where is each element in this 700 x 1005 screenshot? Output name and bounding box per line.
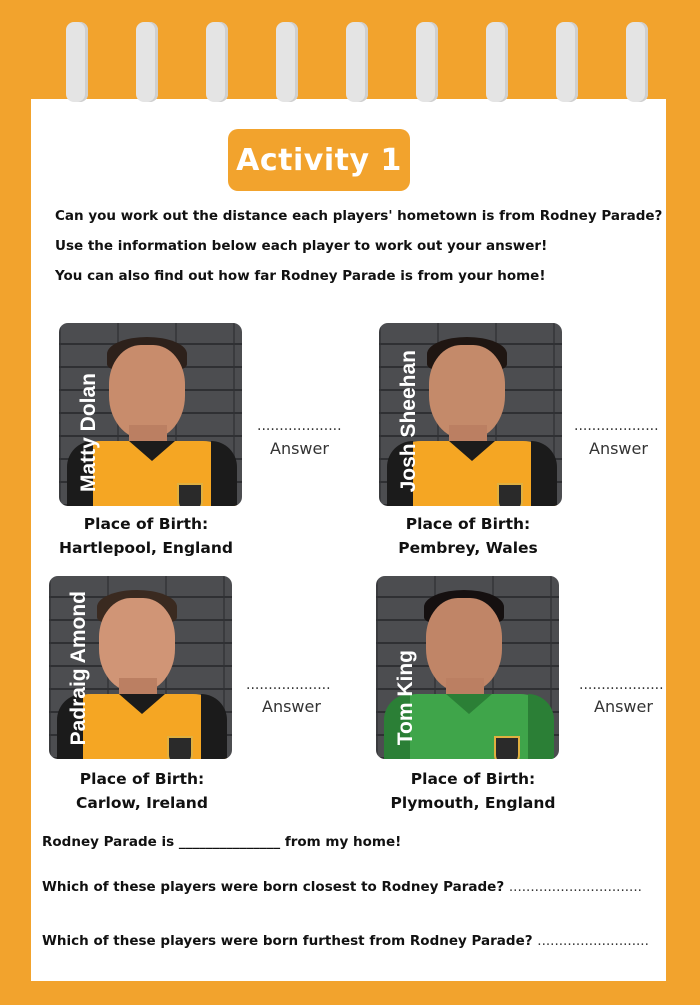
place-of-birth bbox=[45, 512, 247, 560]
answer-label: Answer bbox=[594, 697, 653, 716]
player-photo bbox=[376, 576, 559, 759]
player-name: Tom King bbox=[394, 649, 417, 745]
closest-answer-blank[interactable]: ............................... bbox=[508, 879, 642, 895]
player-name: Josh Sheehan bbox=[397, 349, 420, 492]
pob-value: Pembrey, Wales bbox=[398, 539, 538, 557]
binder-ring bbox=[66, 22, 88, 102]
intro-line: Can you work out the distance each players' hometown is from Rodney Parade? bbox=[55, 208, 663, 224]
home-distance-blank[interactable]: _______________ bbox=[178, 834, 281, 850]
answer-blank[interactable]: ................... bbox=[579, 677, 664, 693]
question-text: Which of these players were born furthest from Rodney Parade? bbox=[42, 933, 533, 949]
pob-value: Plymouth, England bbox=[390, 794, 556, 812]
answer-blank[interactable]: ................... bbox=[246, 677, 331, 693]
club-crest-icon bbox=[177, 483, 203, 506]
binder-ring bbox=[206, 22, 228, 102]
intro-line: You can also find out how far Rodney Parade is from your home! bbox=[55, 268, 546, 284]
answer-label: Answer bbox=[262, 697, 321, 716]
binder-ring bbox=[136, 22, 158, 102]
pob-label: Place of Birth: bbox=[79, 770, 205, 788]
activity-title-badge bbox=[228, 129, 410, 191]
intro-line: Use the information below each player to work out your answer! bbox=[55, 238, 548, 254]
answer-blank[interactable]: ................... bbox=[574, 418, 659, 434]
binder-ring bbox=[486, 22, 508, 102]
furthest-question bbox=[42, 933, 649, 949]
pob-label: Place of Birth: bbox=[83, 515, 209, 533]
binder-ring bbox=[556, 22, 578, 102]
closest-question bbox=[42, 879, 642, 895]
question-text: from my home! bbox=[284, 834, 402, 850]
place-of-birth bbox=[370, 512, 566, 560]
player-photo bbox=[49, 576, 232, 759]
pob-value: Hartlepool, England bbox=[59, 539, 233, 557]
answer-label: Answer bbox=[270, 439, 329, 458]
answer-label: Answer bbox=[589, 439, 648, 458]
answer-blank[interactable]: ................... bbox=[257, 418, 342, 434]
question-text: Rodney Parade is bbox=[42, 834, 175, 850]
binder-ring bbox=[416, 22, 438, 102]
binder-ring bbox=[626, 22, 648, 102]
home-distance-question bbox=[42, 834, 401, 850]
club-crest-icon bbox=[494, 736, 520, 759]
player-name: Padraig Amond bbox=[67, 590, 90, 745]
question-text: Which of these players were born closest to Rodney Parade? bbox=[42, 879, 505, 895]
pob-label: Place of Birth: bbox=[405, 515, 531, 533]
place-of-birth bbox=[374, 767, 572, 815]
club-crest-icon bbox=[167, 736, 193, 759]
player-photo bbox=[379, 323, 562, 506]
club-crest-icon bbox=[497, 483, 523, 506]
player-photo bbox=[59, 323, 242, 506]
place-of-birth bbox=[42, 767, 242, 815]
page-title: Activity 1 bbox=[236, 142, 402, 178]
binder-ring bbox=[346, 22, 368, 102]
binder-ring bbox=[276, 22, 298, 102]
player-name: Matty Dolan bbox=[77, 372, 100, 492]
furthest-answer-blank[interactable]: .......................... bbox=[537, 933, 649, 949]
pob-label: Place of Birth: bbox=[410, 770, 536, 788]
pob-value: Carlow, Ireland bbox=[76, 794, 208, 812]
